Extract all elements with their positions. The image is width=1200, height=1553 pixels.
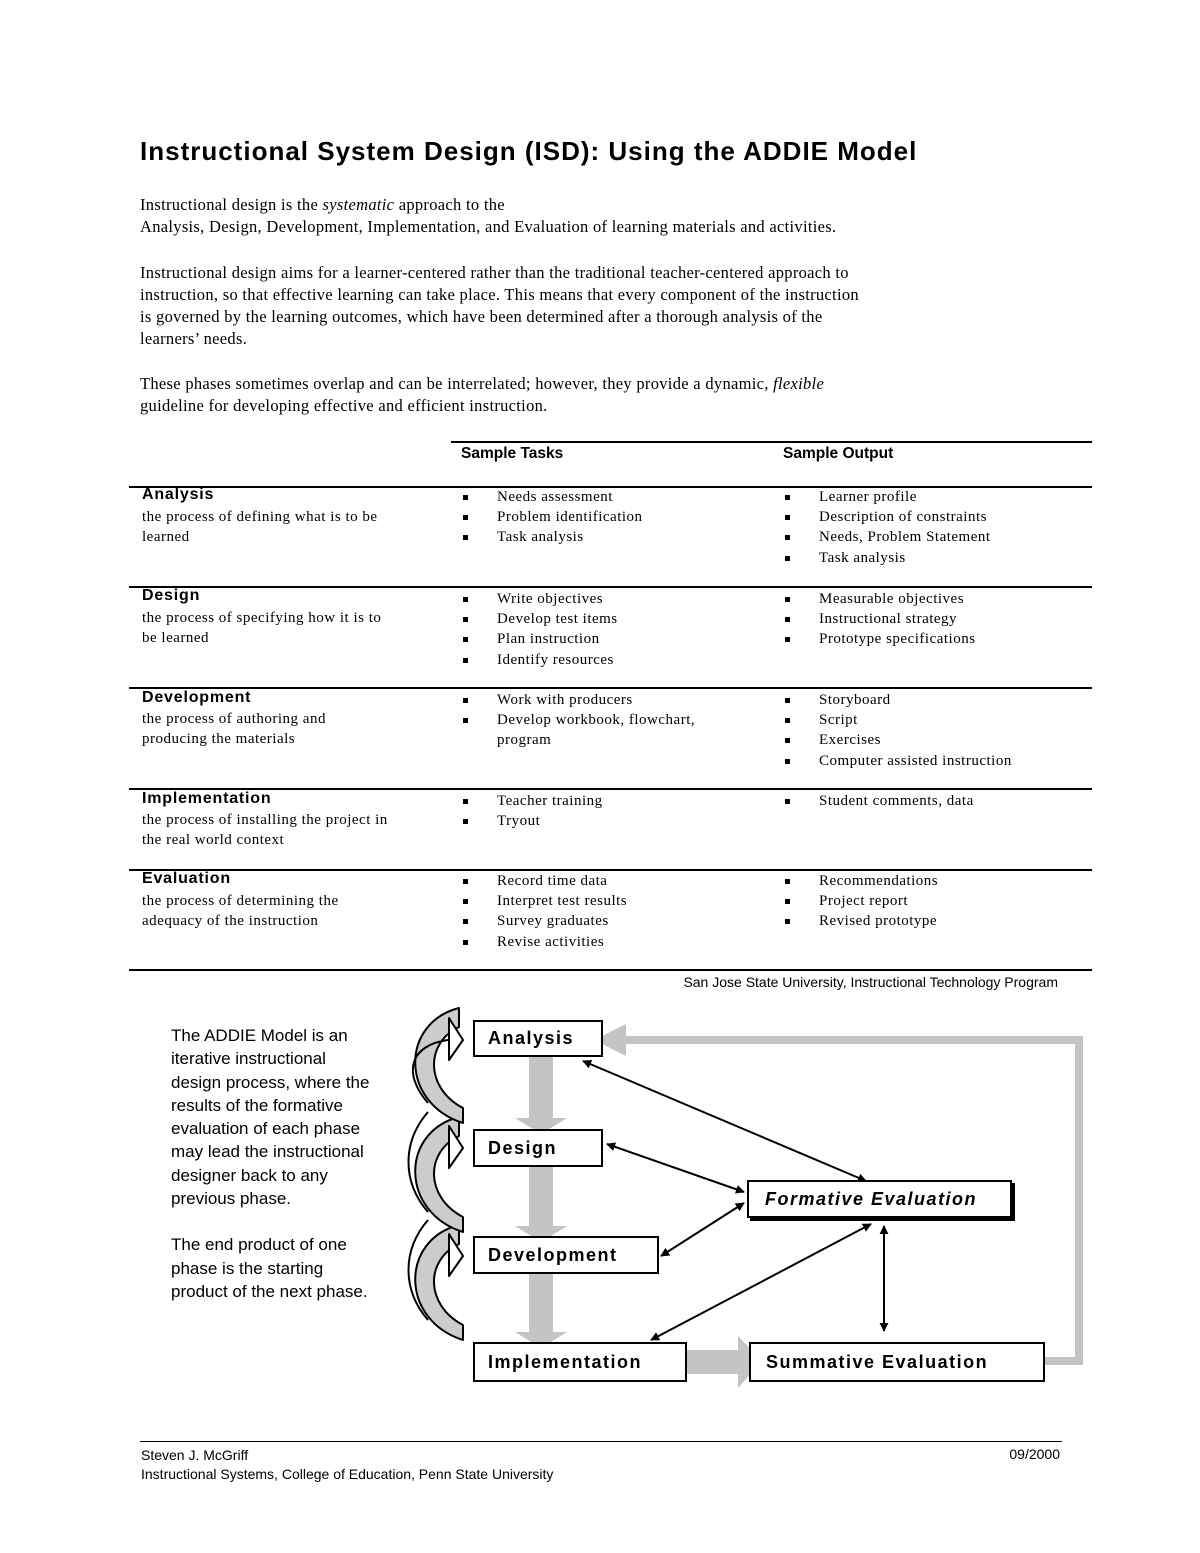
list-item: Survey graduates	[462, 911, 627, 931]
list-item: Teacher training	[462, 791, 603, 811]
table-credit: San Jose State University, Instructional Technology Program	[683, 974, 1058, 990]
footer-affiliation: Instructional Systems, College of Education, Penn State University	[141, 1466, 554, 1482]
phase-name-development: Development	[142, 689, 252, 706]
list-item: Student comments, data	[784, 791, 974, 811]
footer-author: Steven J. McGriff	[141, 1447, 249, 1463]
list-item: Project report	[784, 891, 938, 911]
list-item: Tryout	[462, 811, 603, 831]
phase-desc-design: the process of specifying how it is to be learned	[142, 610, 382, 646]
footer-date: 09/2000	[1009, 1446, 1060, 1462]
list-item: Revised prototype	[784, 911, 938, 931]
list-item: Measurable objectives	[784, 589, 976, 609]
list-item: Needs assessment	[462, 487, 643, 507]
list-item: Recommendations	[784, 871, 938, 891]
left-feedback-arrows	[409, 1008, 464, 1340]
list-item: Description of constraints	[784, 507, 991, 527]
list-item: Develop test items	[462, 609, 618, 629]
list-item: Script	[784, 710, 1012, 730]
phase-desc-evaluation: the process of determining the adequacy of the instruction	[142, 893, 339, 929]
list-item: Interpret test results	[462, 891, 627, 911]
curved-arrow	[415, 1225, 463, 1340]
list-item: Record time data	[462, 871, 627, 891]
page-title: Instructional System Design (ISD): Using the ADDIE Model	[140, 136, 918, 166]
learner-centered-paragraph: Instructional design aims for a learner-centered rather than the traditional teacher-centered approach to instruction, so that effective learning can take place. This means that every component of the instruction is governed by the learning outcomes, which have been determined after a thorough analysis of the learners’ needs.	[140, 263, 859, 348]
emphasis-flexible: flexible	[773, 374, 825, 393]
curved-arrow	[415, 1117, 463, 1232]
curved-arrow	[415, 1008, 463, 1123]
column-header-output: Sample Output	[783, 445, 894, 462]
list-item-continued: program	[497, 732, 552, 749]
downward-flow-arrows	[515, 1056, 567, 1348]
diagram-box-analysis: Analysis	[473, 1020, 603, 1057]
list-item: Instructional strategy	[784, 609, 976, 629]
list-item: Identify resources	[462, 650, 618, 670]
intro-paragraph: Instructional design is the systematic approach to the Analysis, Design, Development, Implementation, and Evaluation of learning materials and activities.	[140, 195, 837, 236]
phase-desc-implementation: the process of installing the project in the real world context	[142, 812, 388, 848]
diagram-box-implementation: Implementation	[473, 1342, 687, 1382]
side-text-paragraph: The end product of one phase is the starting product of the next phase.	[171, 1235, 368, 1301]
column-header-tasks: Sample Tasks	[461, 445, 564, 462]
footer-credits	[141, 1446, 553, 1484]
list-item: Problem identification	[462, 507, 643, 527]
list-item: Prototype specifications	[784, 629, 976, 649]
phase-desc-development: the process of authoring and producing the materials	[142, 711, 326, 747]
list-item: Task analysis	[784, 548, 991, 568]
diagram-box-formative-evaluation: Formative Evaluation	[747, 1180, 1012, 1218]
phase-desc-analysis: the process of defining what is to be learned	[142, 509, 378, 545]
footer-rule	[140, 1441, 1062, 1442]
diagram-box-summative-evaluation: Summative Evaluation	[749, 1342, 1045, 1382]
emphasis-systematic: systematic	[322, 195, 395, 214]
list-item: Task analysis	[462, 527, 643, 547]
down-arrow	[515, 1272, 567, 1348]
list-item: Write objectives	[462, 589, 618, 609]
list-item: Learner profile	[784, 487, 991, 507]
down-arrow	[515, 1166, 567, 1242]
list-item: Revise activities	[462, 932, 627, 952]
list-item: Plan instruction	[462, 629, 618, 649]
side-text-paragraph: The ADDIE Model is an iterative instructional design process, where the results of the formative evaluation of each phase may lead the instructional designer back to any previous phase.	[171, 1026, 370, 1209]
phases-paragraph: These phases sometimes overlap and can be interrelated; however, they provide a dynamic, flexible guideline for developing effective and efficient instruction.	[140, 374, 825, 415]
diagram-box-development: Development	[473, 1236, 659, 1274]
phase-name-design: Design	[142, 587, 201, 604]
list-item: Storyboard	[784, 690, 1012, 710]
list-item: Work with producers	[462, 690, 695, 710]
phase-name-analysis: Analysis	[142, 486, 215, 503]
down-arrow	[515, 1056, 567, 1134]
phase-name-implementation: Implementation	[142, 790, 272, 807]
phase-name-evaluation: Evaluation	[142, 870, 231, 887]
diagram-box-design: Design	[473, 1129, 603, 1167]
list-item: Computer assisted instruction	[784, 751, 1012, 771]
list-item: Exercises	[784, 730, 1012, 750]
list-item: Needs, Problem Statement	[784, 527, 991, 547]
list-item: Develop workbook, flowchart,	[462, 710, 695, 730]
